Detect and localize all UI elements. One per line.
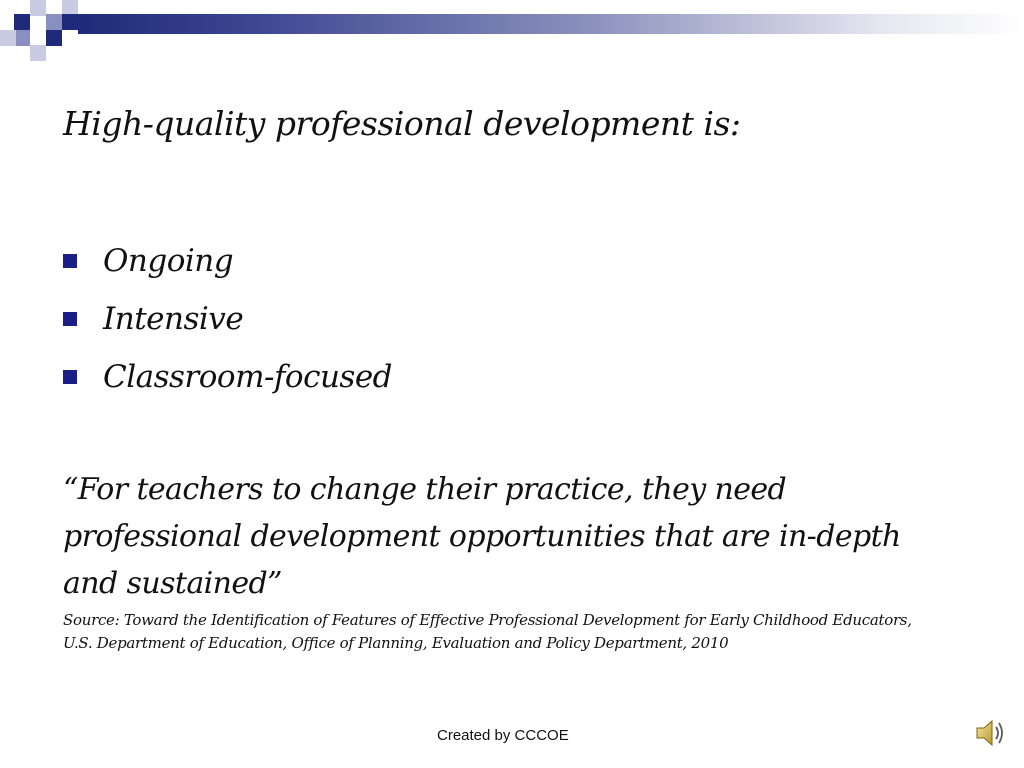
decor-square: [14, 14, 30, 30]
bullet-label: Ongoing: [103, 243, 234, 279]
decor-square: [30, 0, 46, 16]
bullet-square-icon: [63, 370, 77, 384]
decor-square: [46, 30, 62, 46]
quote-text: “For teachers to change their practice, they need professional development opportunities that are in-depth and sustained”: [63, 472, 901, 601]
bullet-label: Intensive: [103, 301, 244, 337]
bullet-square-icon: [63, 254, 77, 268]
list-item: [63, 290, 392, 348]
bullet-label: Classroom-focused: [103, 359, 393, 395]
decor-square: [30, 45, 46, 61]
speaker-icon-graphic: [974, 716, 1008, 750]
list-item: [63, 348, 392, 406]
decor-square: [62, 14, 78, 30]
footer-credit: Created by CCCOE: [437, 727, 569, 744]
slide-heading: High-quality professional development is:: [63, 104, 741, 143]
decor-square: [0, 30, 16, 46]
speaker-icon[interactable]: [974, 716, 1008, 750]
decor-square: [14, 30, 30, 46]
header-decoration: [0, 14, 1024, 34]
header-gradient-bar: [78, 14, 1024, 34]
source-citation: Source: Toward the Identification of Features of Effective Professional Development for Early Childhood Educators, U.S. Department of Education, Office of Planning, Evaluation and Policy Department, 2010: [63, 611, 912, 652]
decor-square: [46, 14, 62, 30]
list-item: [63, 232, 392, 290]
bullet-square-icon: [63, 312, 77, 326]
bullet-list: [63, 232, 392, 406]
